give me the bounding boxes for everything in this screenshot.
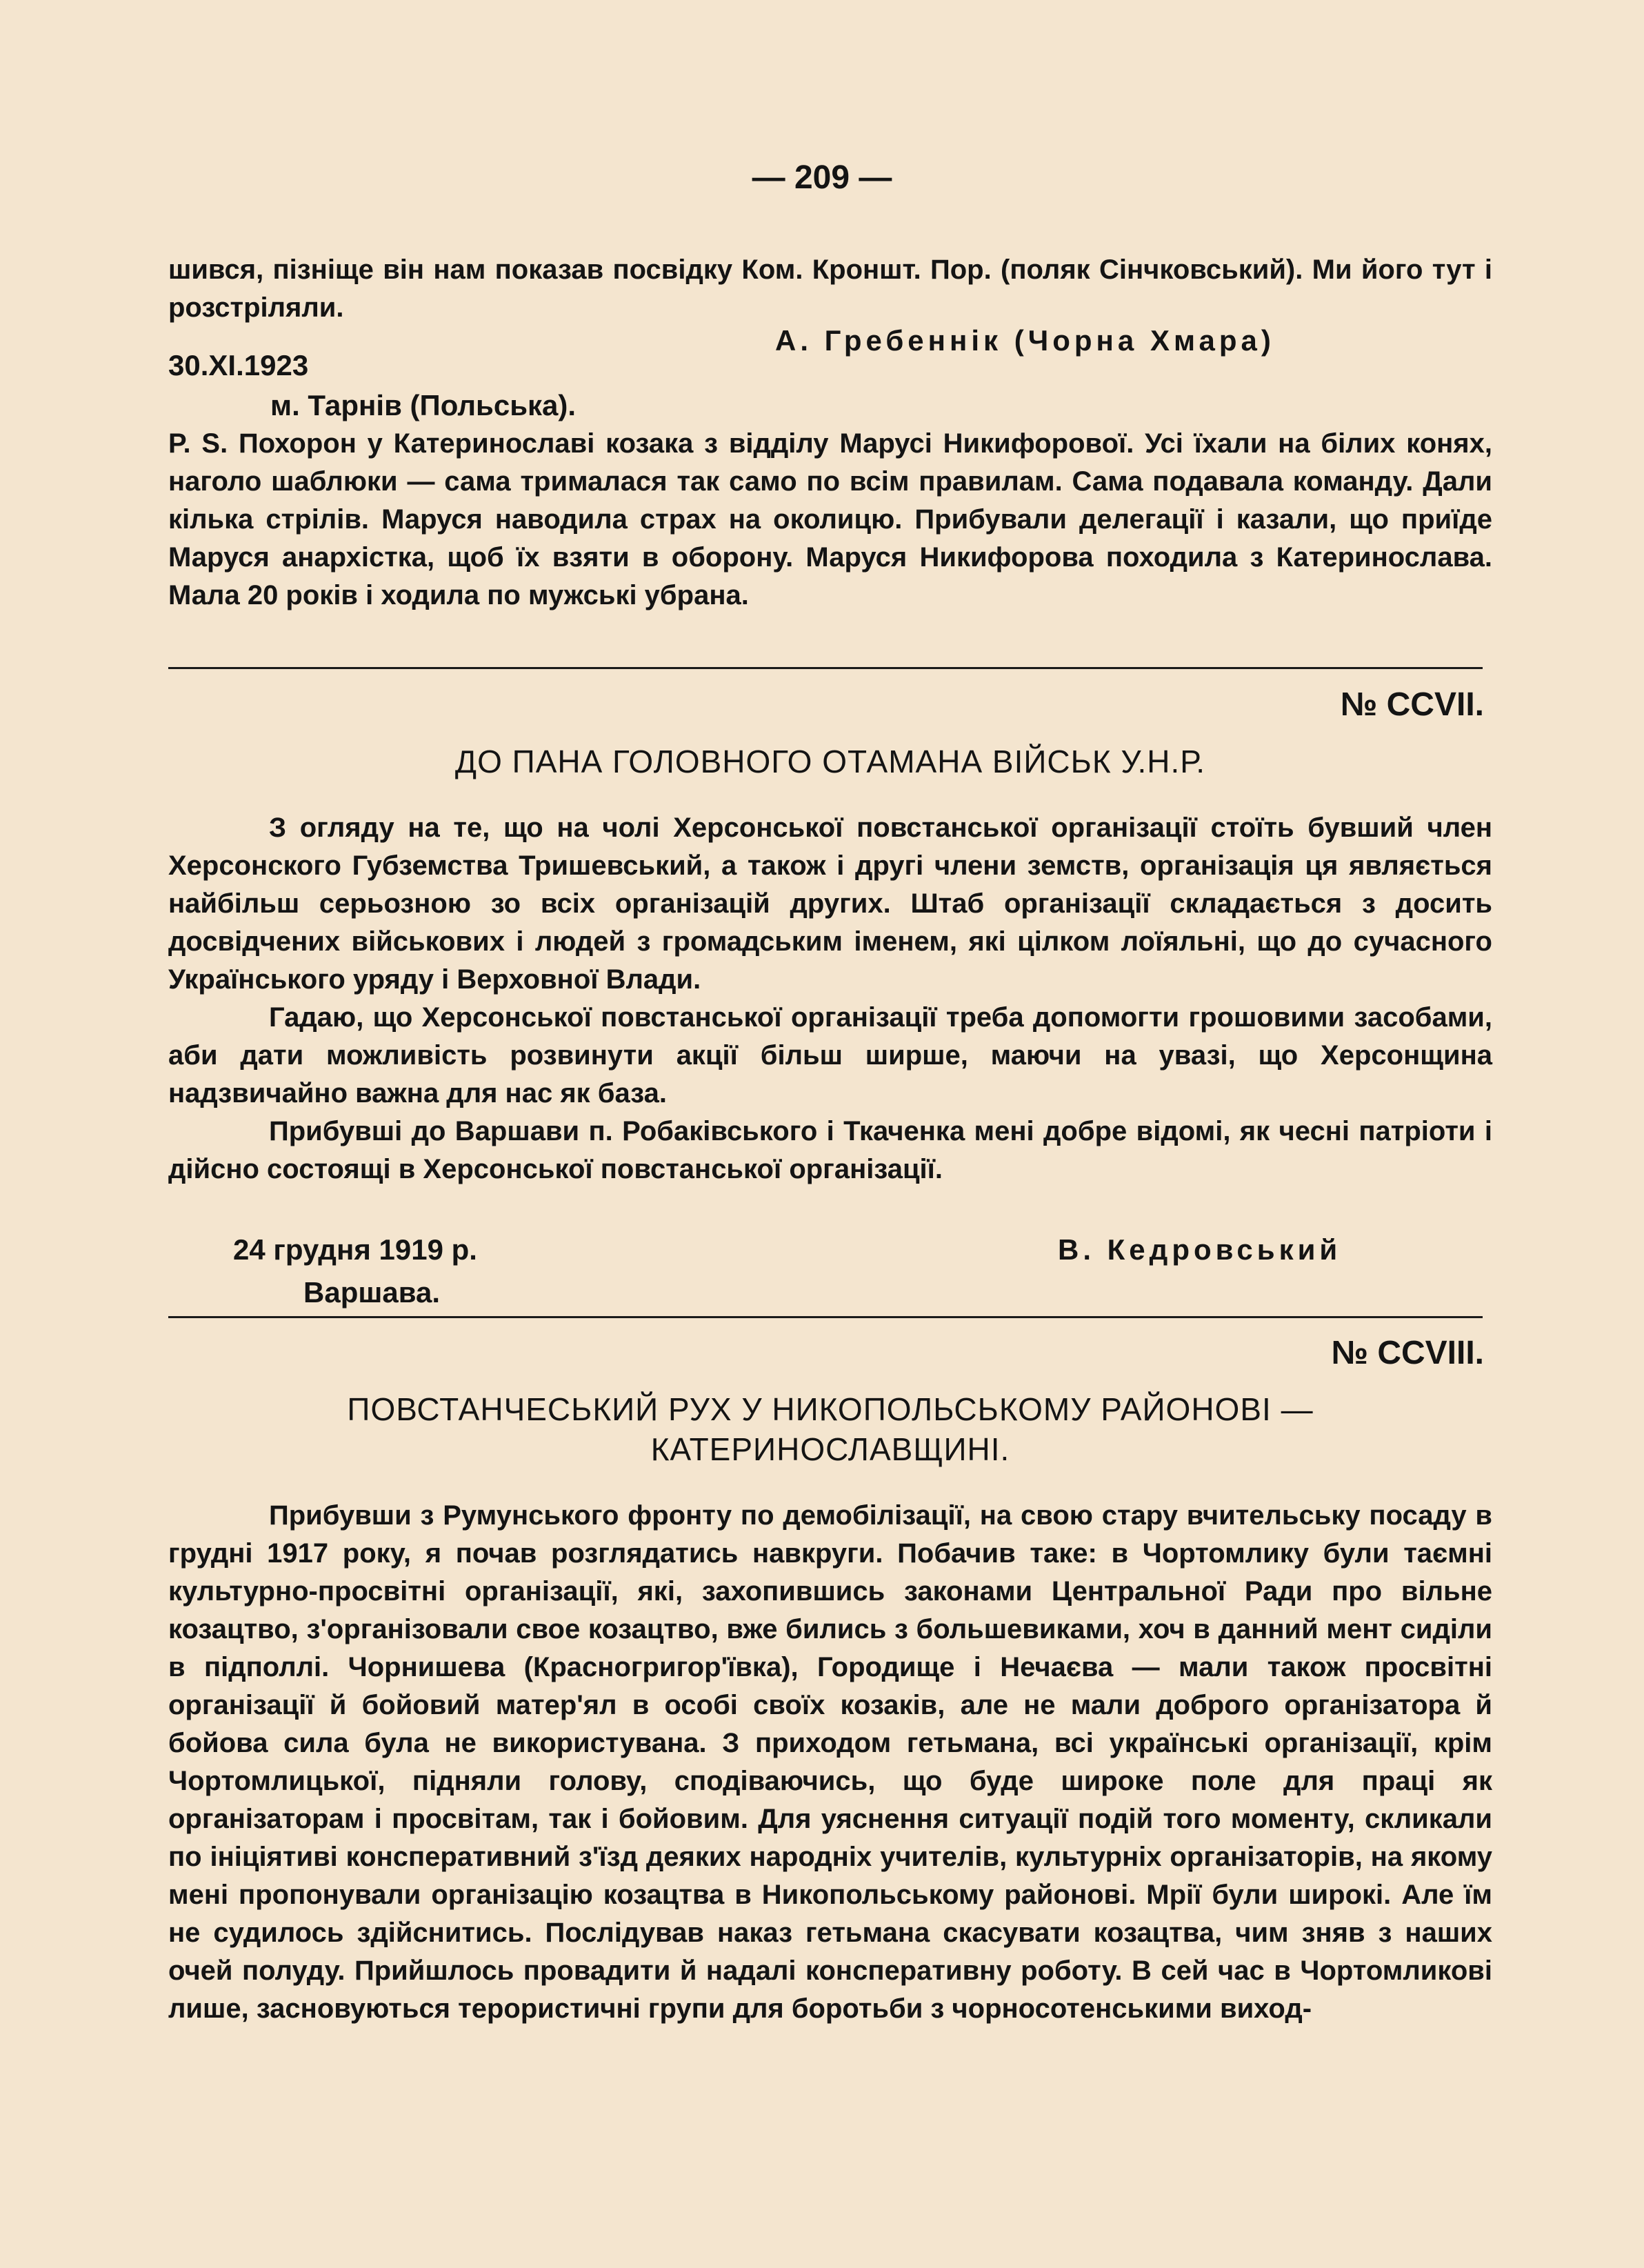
doc208-number: № CCVIII. — [1331, 1335, 1484, 1371]
divider — [168, 667, 1483, 669]
doc207-number: № CCVII. — [1340, 686, 1484, 723]
doc207-place: Варшава. — [303, 1276, 441, 1309]
doc207-paragraph-2: Гадаю, що Херсонської повстанської організації треба допомогти грошовими засобами, аби дати можливість розвинути акції більш ширше, маючи на увазі, що Херсонщина надзвичайно важна для нас як база. — [168, 1002, 1492, 1108]
doc207-date: 24 грудня 1919 р. — [233, 1233, 477, 1266]
doc208-paragraph-1: Прибувши з Румунського фронту по демобілізації, на свою стару вчительську посаду в грудні 1917 року, я почав розглядатись навкруги. Побачив таке: в Чортомлику були таємні культурно-просвітні організації, які, захопившись законами Центральної Ради про вільне козацтво, з'організовали свое козацтво, вже бились з большевиками, хоч в данний мент сиділи в підполлі. Чорнишева (Красногригор'ївка), Городище і Нечаєва — мали також просвітні організації й бойовий матер'ял в особі своїх козаків, але не мали доброго організатора й бойова сила була не використувана. З приходом гетьмана, всі українські організації, крім Чортомлицької, підняли голову, сподіваючись, що буде широке поле для праці як організаторам і просвітам, так і бойовим. Для уяснення ситуації подій того моменту, скликали по ініціятиві консперативний з'їзд деяких народніх учителів, культурніх організаторів, на якому мені пропонували організацію козацтва в Никопольському районові. Мрії були широкі. Але їм не судилось здійснитись. Послідував наказ гетьмана скасувати козацтва, чим зняв з наших очей полуду. Прийшлось провадити й надалі консперативну роботу. В сей час в Чортомликові лише, засновуються терористичні групи для боротьби з чорносотенськими виход- — [168, 1500, 1492, 2024]
section1-date: 30.XI.1923 — [168, 349, 309, 381]
section1-text — [168, 251, 1492, 327]
doc207-paragraph-3: Прибувші до Варшави п. Робаківського і Ткаченка мені добре відомі, як чесні патріоти і дійсно состоящі в Херсонської повстанської організації. — [168, 1116, 1492, 1184]
doc207-paragraph-1: З огляду на те, що на чолі Херсонської повстанської організації стоїть бувший член Херсонского Губземства Тришевський, а також і другі члени земств, організація ця являється найбільш серьозною зо всіх організацій других. Штаб організації складається з досить досвідчених військових і людей з громадським іменем, які цілком лоїяльні, що до сучасного Українського уряду і Верховної Влади. — [168, 813, 1492, 995]
section1-ps-block — [168, 425, 1492, 615]
page-number: — 209 — — [752, 159, 892, 196]
doc207-title: ДО ПАНА ГОЛОВНОГО ОТАМАНА ВІЙСЬК У.Н.Р. — [454, 744, 1206, 779]
doc207-body — [168, 809, 1492, 1188]
doc208-body — [168, 1497, 1492, 2028]
doc207-signature: В. Кедровський — [1058, 1233, 1342, 1266]
section1-ps: P. S. Похорон у Катеринославі козака з відділу Марусі Никифорової. Усі їхали на білих конях, наголо шаблюки — сама трималася так само по всім правилам. Сама подавала команду. Дали кілька стрілів. Маруся наводила страх на околицю. Прибували делегації і казали, що приїде Маруся анархістка, щоб їх взяти в оборону. Маруся Никифорова походила з Катеринослава. Мала 20 років і ходила по мужські убрана. — [168, 428, 1492, 610]
section1-lines: шився, пізніще він нам показав посвідку Ком. Кроншт. Пор. (поляк Сінчковський). Ми його тут і розстріляли. — [168, 255, 1492, 323]
divider — [168, 1316, 1483, 1318]
doc208-title-line-1: ПОВСТАНЧЕСЬКИЙ РУХ У НИКОПОЛЬСЬКОМУ РАЙОНОВІ — — [347, 1391, 1314, 1427]
doc208-title-line-2: КАТЕРИНОСЛАВЩИНІ. — [650, 1431, 1010, 1467]
section1-signature: А. Гребеннік (Чорна Хмара) — [775, 324, 1275, 357]
doc208-title — [168, 1389, 1492, 1469]
section1-place: м. Тарнів (Польська). — [270, 389, 577, 421]
